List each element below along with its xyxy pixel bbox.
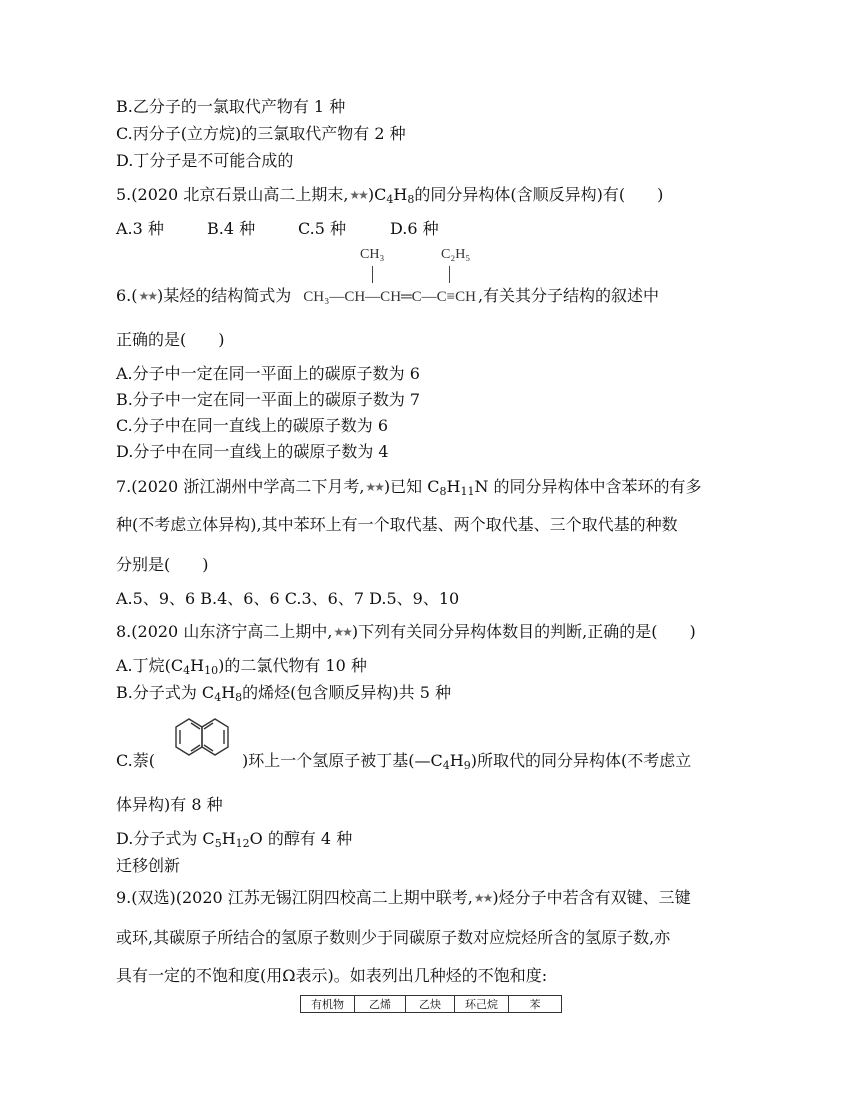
q7-stem-cont: N 的同分异构体中含苯环的有多 <box>474 477 702 496</box>
q8-option-c-text3: )所取代的同分异构体(不考虑立 <box>470 751 692 770</box>
q8-option-a-text: A.丁烷(C <box>116 656 184 675</box>
q7-source: 7.(2020 浙江湖州中学高二下月考, <box>116 477 365 496</box>
q5-source: 5.(2020 北京石景山高二上期末, <box>116 185 349 204</box>
structure-main-chain: CH₃—CH—CH═C—C≡CH <box>303 289 476 305</box>
formula-sub: 8 <box>235 691 243 704</box>
difficulty-stars-icon: ★★ <box>365 480 383 494</box>
structure-bond-line <box>449 266 450 283</box>
formula-h: H <box>221 683 236 702</box>
q8-source: 8.(2020 山东济宁高二上期中, <box>116 622 333 641</box>
table-header-row <box>301 996 562 1013</box>
formula-sub: 8 <box>407 193 415 206</box>
formula-c: C <box>374 185 387 204</box>
table-header-cell: 乙烯 <box>355 996 406 1013</box>
q6-option-b: B.分子中一定在同一平面上的碳原子数为 7 <box>116 390 421 409</box>
q8-option-a <box>116 656 367 676</box>
formula-sub: 4 <box>214 691 222 704</box>
q5-options <box>116 219 439 239</box>
formula-sub: 10 <box>204 664 219 677</box>
question-7-line2: 种(不考虑立体异构),其中苯环上有一个取代基、两个取代基、三个取代基的种数 <box>116 515 678 534</box>
question-5: 5.(2020 北京石景山高二上期末$,★★)C_4H_8$的同分异构体(含顺反异构)有( ) <box>116 185 664 206</box>
formula-h: H <box>449 751 464 770</box>
structure-ch3-branch: CH₃ <box>360 247 385 262</box>
q8-option-b <box>116 683 451 703</box>
question-7 <box>116 477 702 497</box>
q8-option-a-text2: )的二氯代物有 10 种 <box>218 656 367 675</box>
q5-option-c: C.5 种 <box>298 219 347 238</box>
formula-sub: 12 <box>235 837 250 850</box>
formula-h: H <box>190 656 205 675</box>
difficulty-stars-icon: ★★ <box>349 188 367 202</box>
formula-sub: 9 <box>463 759 471 772</box>
q6-option-d: D.分子中在同一直线上的碳原子数为 4 <box>116 442 389 461</box>
formula-h: H <box>393 185 408 204</box>
difficulty-stars-icon: ★★ <box>138 289 157 303</box>
table-header-cell: 乙炔 <box>406 996 455 1013</box>
option-b-line: B.乙分子的一氯取代产物有 1 种 <box>116 97 346 116</box>
q5-option-d: D.6 种 <box>390 219 439 238</box>
q8-option-b-text: B.分子式为 C <box>116 683 215 702</box>
formula-sub: 8 <box>439 485 447 498</box>
q8-stem: )下列有关同分异构体数目的判断,正确的是( ) <box>351 622 696 641</box>
difficulty-stars-icon: ★★ <box>473 891 492 905</box>
formula-sub: 11 <box>460 485 475 498</box>
table-header-cell: 有机物 <box>301 996 355 1013</box>
question-9 <box>116 888 691 908</box>
structure-c2h5-branch: C₂H₅ <box>441 247 471 262</box>
q7-stem: )已知 C <box>383 477 440 496</box>
q5-option-b: B.4 种 <box>207 219 256 238</box>
q8-option-c <box>116 751 691 771</box>
q6-stem-cont: ,有关其分子结构的叙述中 <box>477 286 660 305</box>
q9-source: 9.(双选)(2020 江苏无锡江阴四校高二上期中联考, <box>116 888 473 907</box>
question-6 <box>116 286 659 307</box>
q9-stem: )烃分子中若含有双键、三键 <box>492 888 691 907</box>
q6-number: 6.( <box>116 286 138 305</box>
formula-h: H <box>221 829 236 848</box>
q8-option-d-text: D.分子式为 C <box>116 829 215 848</box>
unsaturation-table <box>300 995 562 1013</box>
question-6-cont: 正确的是( ) <box>116 330 225 349</box>
q6-stem: )某烃的结构简式为 <box>157 286 292 305</box>
formula-sub: 5 <box>214 837 222 850</box>
section-heading: 迁移创新 <box>116 856 181 875</box>
q8-option-d <box>116 829 352 849</box>
option-d-line: D.丁分子是不可能合成的 <box>116 151 294 170</box>
q6-option-c: C.分子中在同一直线上的碳原子数为 6 <box>116 416 389 435</box>
q8-option-c-text2: )环上一个氢原子被丁基(—C <box>242 751 443 770</box>
formula-sub: 4 <box>183 664 191 677</box>
q8-option-d-text2: O 的醇有 4 种 <box>249 829 353 848</box>
question-9-line2: 或环,其碳原子所结合的氢原子数则少于同碳原子数对应烷烃所含的氢原子数,亦 <box>116 928 671 947</box>
q5-option-a: A.3 种 <box>116 219 164 238</box>
difficulty-stars-icon: ★★ <box>333 625 351 639</box>
formula-h: H <box>446 477 461 496</box>
formula-sub: 4 <box>442 759 450 772</box>
option-c-line: C.丙分子(立方烷)的三氯取代产物有 2 种 <box>116 124 406 143</box>
q6-option-a: A.分子中一定在同一平面上的碳原子数为 6 <box>116 364 420 383</box>
table-header-cell: 环己烷 <box>455 996 509 1013</box>
table-header-cell: 苯 <box>509 996 562 1013</box>
q5-stem: 的同分异构体(含顺反异构)有( ) <box>414 185 664 204</box>
question-9-line3: 具有一定的不饱和度(用Ω表示)。如表列出几种烃的不饱和度: <box>116 966 548 985</box>
q7-options: A.5、9、6 B.4、6、6 C.3、6、7 D.5、9、10 <box>116 589 460 608</box>
q8-option-c-text: C.萘( <box>116 751 156 770</box>
q8-option-b-text2: 的烯烃(包含顺反异构)共 5 种 <box>242 683 451 702</box>
question-8 <box>116 622 696 642</box>
structure-bond-line <box>372 266 373 283</box>
formula-sub: 4 <box>386 193 394 206</box>
q8-option-c-cont: 体异构)有 8 种 <box>116 795 223 814</box>
question-7-line3: 分别是( ) <box>116 555 209 574</box>
